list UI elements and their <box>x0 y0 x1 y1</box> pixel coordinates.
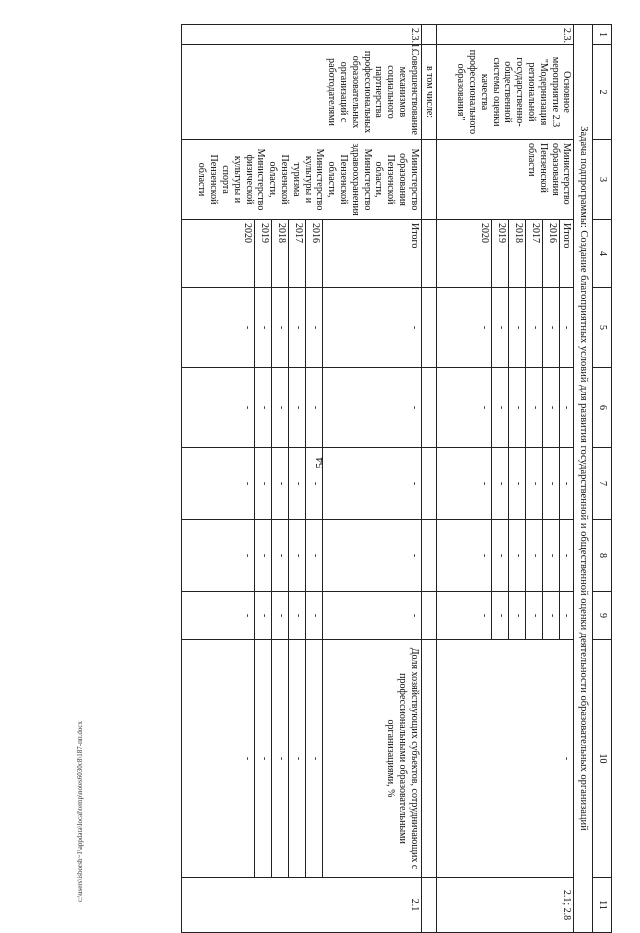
value-cell: - <box>181 368 254 448</box>
value-cell: - <box>181 520 254 592</box>
row-2-3-1-number: 2.3.1. <box>181 25 421 45</box>
year-cell: 2018 <box>271 220 288 288</box>
value-cell: - <box>254 288 271 368</box>
col-header-11: 11 <box>593 878 612 933</box>
value-cell: - <box>436 368 491 448</box>
row-2-3-number: 2.3. <box>436 25 574 45</box>
value-cell: - <box>271 288 288 368</box>
in-that-number-row <box>421 25 436 933</box>
row-2-3-executor: Министерство образования Пензенской области <box>436 140 574 220</box>
value-cell: - <box>181 640 254 878</box>
value-cell: - <box>559 368 574 448</box>
col-header-8: 8 <box>593 520 612 592</box>
value-cell: - <box>542 288 559 368</box>
value-cell: - <box>254 520 271 592</box>
value-cell: - <box>322 368 421 448</box>
year-cell: 2020 <box>181 220 254 288</box>
row-2-3-total <box>559 25 574 933</box>
year-cell: 2020 <box>436 220 491 288</box>
value-cell: - <box>305 520 322 592</box>
row-2-3-col11: 2.1; 2.8 <box>436 878 574 933</box>
year-cell: 2017 <box>288 220 305 288</box>
value-cell: - <box>322 592 421 640</box>
value-cell: - <box>542 368 559 448</box>
value-cell: - <box>542 592 559 640</box>
value-cell: - <box>181 592 254 640</box>
value-cell: - <box>508 448 525 520</box>
value-cell: - <box>288 520 305 592</box>
rotated-table-container <box>70 24 612 921</box>
value-cell: - <box>559 448 574 520</box>
col-header-2: 2 <box>593 45 612 140</box>
year-cell: 2017 <box>525 220 542 288</box>
value-cell: - <box>322 520 421 592</box>
value-cell: - <box>254 368 271 448</box>
value-cell: - <box>305 640 322 878</box>
row-2-3-name: Основное мероприятие 2.3 "Модернизация региональной государственно-общественной системы оценки качества профессионального образования" <box>436 45 574 140</box>
col-header-5: 5 <box>593 288 612 368</box>
value-cell: - <box>436 288 491 368</box>
row-2-3-1-total <box>322 25 421 933</box>
value-cell: - <box>525 520 542 592</box>
year-cell: 2016 <box>305 220 322 288</box>
value-cell: - <box>271 448 288 520</box>
in-that-number-label: в том числе: <box>421 45 436 140</box>
value-cell: - <box>491 520 508 592</box>
value-cell: - <box>288 448 305 520</box>
value-cell: - <box>305 368 322 448</box>
value-cell: - <box>436 448 491 520</box>
program-table <box>181 24 612 933</box>
value-cell: - <box>491 592 508 640</box>
year-cell: 2019 <box>491 220 508 288</box>
col-header-10: 10 <box>593 640 612 878</box>
value-cell: - <box>542 448 559 520</box>
col-header-1: 1 <box>593 25 612 45</box>
row-2-3-1-executor: Министерство образования Пензенской области, Министерство здравоохранения Пензенской области, Министерство культуры и туризма Пензенской области, Министерство физической культуры и спорта Пензенской области <box>181 140 421 220</box>
value-cell: - <box>525 448 542 520</box>
col-header-9: 9 <box>593 592 612 640</box>
value-cell: - <box>525 368 542 448</box>
value-cell: - <box>254 592 271 640</box>
value-cell: - <box>271 640 288 878</box>
year-cell: 2018 <box>508 220 525 288</box>
year-cell: Итого <box>322 220 421 288</box>
value-cell: - <box>508 592 525 640</box>
value-cell: - <box>322 288 421 368</box>
value-cell: - <box>525 592 542 640</box>
value-cell: - <box>271 592 288 640</box>
value-cell: - <box>491 448 508 520</box>
col-header-7: 7 <box>593 448 612 520</box>
value-cell: - <box>305 592 322 640</box>
footer-file-path: c:\users\isborsh~1\appdata\local\temp\notes6030c8\187-пп.docx <box>76 721 84 902</box>
value-cell: - <box>436 592 491 640</box>
value-cell: - <box>508 368 525 448</box>
value-cell: - <box>322 448 421 520</box>
row-2-3-1-name: Совершенствование механизмов социального партнерства профессиональных образовательных организаций с работодателями <box>181 45 421 140</box>
value-cell: - <box>491 368 508 448</box>
value-cell: - <box>559 592 574 640</box>
value-cell: - <box>254 640 271 878</box>
value-cell: - <box>508 288 525 368</box>
col-header-4: 4 <box>593 220 612 288</box>
year-cell: Итого <box>559 220 574 288</box>
value-cell: - <box>305 448 322 520</box>
value-cell: - <box>436 520 491 592</box>
value-cell: - <box>305 288 322 368</box>
column-number-row <box>593 25 612 933</box>
value-cell: - <box>181 288 254 368</box>
col-header-6: 6 <box>593 368 612 448</box>
value-cell: - <box>288 640 305 878</box>
value-cell: - <box>525 288 542 368</box>
page-number: 54 <box>314 457 326 469</box>
value-cell: - <box>271 368 288 448</box>
value-cell: - <box>559 520 574 592</box>
value-cell: - <box>508 520 525 592</box>
col-header-3: 3 <box>593 140 612 220</box>
row-2-3-1-indicator: Доля хозяйствующих субъектов, сотрудничающих с профессиональными образовательными организациями, % <box>322 640 421 878</box>
task-row <box>574 25 593 933</box>
value-cell: - <box>288 592 305 640</box>
value-cell: - <box>271 520 288 592</box>
year-cell: 2019 <box>254 220 271 288</box>
value-cell: - <box>288 288 305 368</box>
value-cell: - <box>542 520 559 592</box>
value-cell: - <box>491 288 508 368</box>
value-cell: - <box>254 448 271 520</box>
value-cell: - <box>288 368 305 448</box>
row-2-3-1-col11: 2.1 <box>181 878 421 933</box>
year-cell: 2016 <box>542 220 559 288</box>
row-2-3-indicator: - <box>436 640 574 878</box>
task-title: Задача подпрограммы: Создание благоприятных условий для развития государственной и общественной оценки деятельности образовательных организаций <box>574 25 593 933</box>
value-cell: - <box>559 288 574 368</box>
value-cell: - <box>181 448 254 520</box>
